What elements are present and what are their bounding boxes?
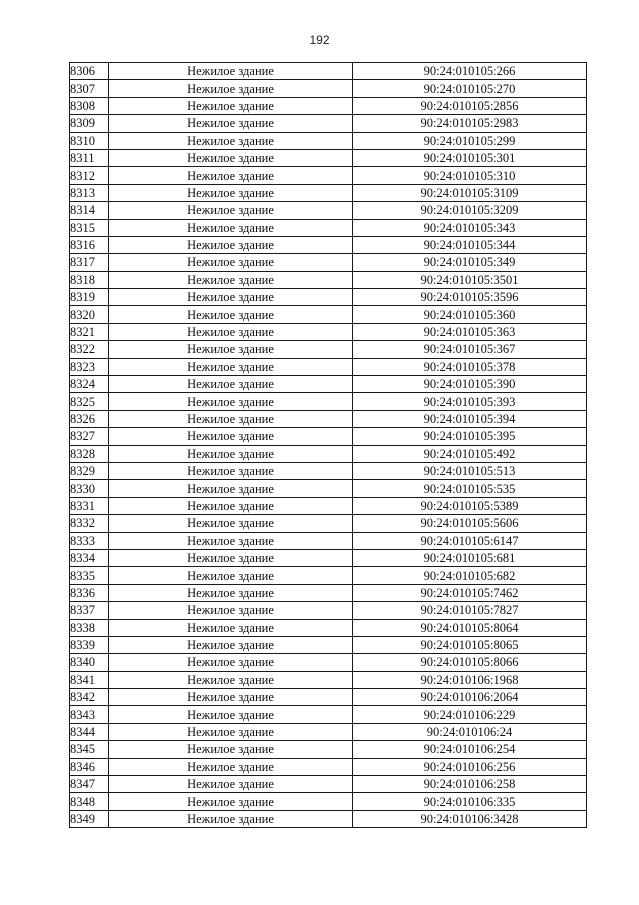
object-type-cell: Нежилое здание <box>109 741 353 758</box>
row-number-cell: 8306 <box>70 63 109 80</box>
cadastral-number-cell: 90:24:010105:343 <box>353 219 587 236</box>
row-number-cell: 8340 <box>70 654 109 671</box>
cadastral-number-cell: 90:24:010105:2856 <box>353 97 587 114</box>
table-row <box>70 497 587 514</box>
row-number-cell: 8324 <box>70 376 109 393</box>
cadastral-number-cell: 90:24:010105:8065 <box>353 636 587 653</box>
table-row <box>70 358 587 375</box>
table-row <box>70 567 587 584</box>
cadastral-number-cell: 90:24:010105:367 <box>353 341 587 358</box>
cadastral-number-cell: 90:24:010106:2064 <box>353 689 587 706</box>
table-row <box>70 532 587 549</box>
cadastral-number-cell: 90:24:010105:299 <box>353 132 587 149</box>
object-type-cell: Нежилое здание <box>109 584 353 601</box>
row-number-cell: 8343 <box>70 706 109 723</box>
table-row <box>70 462 587 479</box>
table-row <box>70 480 587 497</box>
table-row <box>70 741 587 758</box>
object-type-cell: Нежилое здание <box>109 289 353 306</box>
cadastral-number-cell: 90:24:010105:349 <box>353 254 587 271</box>
row-number-cell: 8320 <box>70 306 109 323</box>
table-row <box>70 376 587 393</box>
cadastral-number-cell: 90:24:010105:492 <box>353 445 587 462</box>
object-type-cell: Нежилое здание <box>109 758 353 775</box>
object-type-cell: Нежилое здание <box>109 497 353 514</box>
row-number-cell: 8313 <box>70 184 109 201</box>
cadastral-number-cell: 90:24:010105:390 <box>353 376 587 393</box>
cadastral-number-cell: 90:24:010105:3596 <box>353 289 587 306</box>
cadastral-number-cell: 90:24:010105:8064 <box>353 619 587 636</box>
cadastral-number-cell: 90:24:010105:6147 <box>353 532 587 549</box>
row-number-cell: 8321 <box>70 323 109 340</box>
cadastral-number-cell: 90:24:010105:344 <box>353 236 587 253</box>
row-number-cell: 8317 <box>70 254 109 271</box>
row-number-cell: 8336 <box>70 584 109 601</box>
cadastral-number-cell: 90:24:010106:335 <box>353 793 587 810</box>
cadastral-number-cell: 90:24:010105:270 <box>353 80 587 97</box>
table-row <box>70 184 587 201</box>
table-row <box>70 758 587 775</box>
table-row <box>70 602 587 619</box>
row-number-cell: 8349 <box>70 810 109 827</box>
row-number-cell: 8347 <box>70 776 109 793</box>
row-number-cell: 8311 <box>70 149 109 166</box>
object-type-cell: Нежилое здание <box>109 793 353 810</box>
row-number-cell: 8322 <box>70 341 109 358</box>
table-row <box>70 393 587 410</box>
table-row <box>70 132 587 149</box>
object-type-cell: Нежилое здание <box>109 410 353 427</box>
row-number-cell: 8332 <box>70 515 109 532</box>
object-type-cell: Нежилое здание <box>109 254 353 271</box>
row-number-cell: 8342 <box>70 689 109 706</box>
cadastral-number-cell: 90:24:010106:3428 <box>353 810 587 827</box>
cadastral-number-cell: 90:24:010105:681 <box>353 549 587 566</box>
table-row <box>70 671 587 688</box>
table-row <box>70 236 587 253</box>
row-number-cell: 8316 <box>70 236 109 253</box>
table-row <box>70 636 587 653</box>
row-number-cell: 8339 <box>70 636 109 653</box>
table-row <box>70 445 587 462</box>
table-row <box>70 515 587 532</box>
row-number-cell: 8337 <box>70 602 109 619</box>
table-row <box>70 584 587 601</box>
object-type-cell: Нежилое здание <box>109 393 353 410</box>
table-row <box>70 323 587 340</box>
object-type-cell: Нежилое здание <box>109 341 353 358</box>
table-row <box>70 549 587 566</box>
object-type-cell: Нежилое здание <box>109 376 353 393</box>
cadastral-number-cell: 90:24:010105:301 <box>353 149 587 166</box>
row-number-cell: 8319 <box>70 289 109 306</box>
table-row <box>70 97 587 114</box>
cadastral-number-cell: 90:24:010106:229 <box>353 706 587 723</box>
cadastral-number-cell: 90:24:010106:1968 <box>353 671 587 688</box>
row-number-cell: 8309 <box>70 115 109 132</box>
row-number-cell: 8318 <box>70 271 109 288</box>
table-row <box>70 810 587 827</box>
table-row <box>70 202 587 219</box>
cadastral-number-cell: 90:24:010105:393 <box>353 393 587 410</box>
cadastral-number-cell: 90:24:010105:310 <box>353 167 587 184</box>
object-type-cell: Нежилое здание <box>109 306 353 323</box>
object-type-cell: Нежилое здание <box>109 480 353 497</box>
table-row <box>70 254 587 271</box>
object-type-cell: Нежилое здание <box>109 80 353 97</box>
table-row <box>70 619 587 636</box>
row-number-cell: 8312 <box>70 167 109 184</box>
object-type-cell: Нежилое здание <box>109 462 353 479</box>
object-type-cell: Нежилое здание <box>109 567 353 584</box>
table-row <box>70 723 587 740</box>
row-number-cell: 8329 <box>70 462 109 479</box>
cadastral-number-cell: 90:24:010105:3209 <box>353 202 587 219</box>
cadastral-number-cell: 90:24:010105:266 <box>353 63 587 80</box>
row-number-cell: 8327 <box>70 428 109 445</box>
table-row <box>70 776 587 793</box>
cadastral-number-cell: 90:24:010105:395 <box>353 428 587 445</box>
table-row <box>70 167 587 184</box>
cadastral-number-cell: 90:24:010105:3501 <box>353 271 587 288</box>
object-type-cell: Нежилое здание <box>109 723 353 740</box>
cadastral-number-cell: 90:24:010105:3109 <box>353 184 587 201</box>
object-type-cell: Нежилое здание <box>109 689 353 706</box>
table-row <box>70 689 587 706</box>
table-row <box>70 341 587 358</box>
cadastral-number-cell: 90:24:010105:682 <box>353 567 587 584</box>
row-number-cell: 8341 <box>70 671 109 688</box>
object-type-cell: Нежилое здание <box>109 115 353 132</box>
row-number-cell: 8338 <box>70 619 109 636</box>
row-number-cell: 8326 <box>70 410 109 427</box>
cadastral-number-cell: 90:24:010105:363 <box>353 323 587 340</box>
object-type-cell: Нежилое здание <box>109 671 353 688</box>
table-body <box>70 63 587 828</box>
table-row <box>70 271 587 288</box>
object-type-cell: Нежилое здание <box>109 323 353 340</box>
cadastral-number-cell: 90:24:010106:258 <box>353 776 587 793</box>
object-type-cell: Нежилое здание <box>109 602 353 619</box>
cadastral-number-cell: 90:24:010105:7462 <box>353 584 587 601</box>
row-number-cell: 8315 <box>70 219 109 236</box>
cadastral-number-cell: 90:24:010105:378 <box>353 358 587 375</box>
cadastral-number-cell: 90:24:010105:394 <box>353 410 587 427</box>
cadastral-number-cell: 90:24:010105:5606 <box>353 515 587 532</box>
object-type-cell: Нежилое здание <box>109 358 353 375</box>
row-number-cell: 8310 <box>70 132 109 149</box>
table-row <box>70 80 587 97</box>
table-row <box>70 149 587 166</box>
object-type-cell: Нежилое здание <box>109 132 353 149</box>
cadastral-number-cell: 90:24:010105:2983 <box>353 115 587 132</box>
row-number-cell: 8308 <box>70 97 109 114</box>
object-type-cell: Нежилое здание <box>109 549 353 566</box>
object-type-cell: Нежилое здание <box>109 202 353 219</box>
object-type-cell: Нежилое здание <box>109 636 353 653</box>
object-type-cell: Нежилое здание <box>109 706 353 723</box>
cadastral-number-cell: 90:24:010105:7827 <box>353 602 587 619</box>
object-type-cell: Нежилое здание <box>109 532 353 549</box>
object-type-cell: Нежилое здание <box>109 445 353 462</box>
cadastral-number-cell: 90:24:010105:8066 <box>353 654 587 671</box>
property-registry-table <box>69 62 587 828</box>
object-type-cell: Нежилое здание <box>109 428 353 445</box>
cadastral-number-cell: 90:24:010105:535 <box>353 480 587 497</box>
object-type-cell: Нежилое здание <box>109 167 353 184</box>
cadastral-number-cell: 90:24:010106:256 <box>353 758 587 775</box>
object-type-cell: Нежилое здание <box>109 271 353 288</box>
table-row <box>70 410 587 427</box>
object-type-cell: Нежилое здание <box>109 63 353 80</box>
object-type-cell: Нежилое здание <box>109 810 353 827</box>
table-row <box>70 63 587 80</box>
row-number-cell: 8307 <box>70 80 109 97</box>
table-row <box>70 706 587 723</box>
row-number-cell: 8345 <box>70 741 109 758</box>
row-number-cell: 8334 <box>70 549 109 566</box>
table-row <box>70 428 587 445</box>
row-number-cell: 8323 <box>70 358 109 375</box>
cadastral-number-cell: 90:24:010105:360 <box>353 306 587 323</box>
row-number-cell: 8344 <box>70 723 109 740</box>
row-number-cell: 8330 <box>70 480 109 497</box>
table-row <box>70 115 587 132</box>
object-type-cell: Нежилое здание <box>109 776 353 793</box>
row-number-cell: 8331 <box>70 497 109 514</box>
page-number: 192 <box>309 33 330 47</box>
object-type-cell: Нежилое здание <box>109 97 353 114</box>
row-number-cell: 8346 <box>70 758 109 775</box>
table-row <box>70 306 587 323</box>
object-type-cell: Нежилое здание <box>109 184 353 201</box>
table-row <box>70 793 587 810</box>
cadastral-number-cell: 90:24:010106:24 <box>353 723 587 740</box>
object-type-cell: Нежилое здание <box>109 149 353 166</box>
object-type-cell: Нежилое здание <box>109 219 353 236</box>
object-type-cell: Нежилое здание <box>109 619 353 636</box>
row-number-cell: 8325 <box>70 393 109 410</box>
object-type-cell: Нежилое здание <box>109 654 353 671</box>
object-type-cell: Нежилое здание <box>109 515 353 532</box>
table-row <box>70 289 587 306</box>
cadastral-number-cell: 90:24:010105:513 <box>353 462 587 479</box>
row-number-cell: 8314 <box>70 202 109 219</box>
table-row <box>70 219 587 236</box>
row-number-cell: 8328 <box>70 445 109 462</box>
cadastral-number-cell: 90:24:010105:5389 <box>353 497 587 514</box>
object-type-cell: Нежилое здание <box>109 236 353 253</box>
cadastral-number-cell: 90:24:010106:254 <box>353 741 587 758</box>
row-number-cell: 8335 <box>70 567 109 584</box>
row-number-cell: 8348 <box>70 793 109 810</box>
row-number-cell: 8333 <box>70 532 109 549</box>
table-row <box>70 654 587 671</box>
